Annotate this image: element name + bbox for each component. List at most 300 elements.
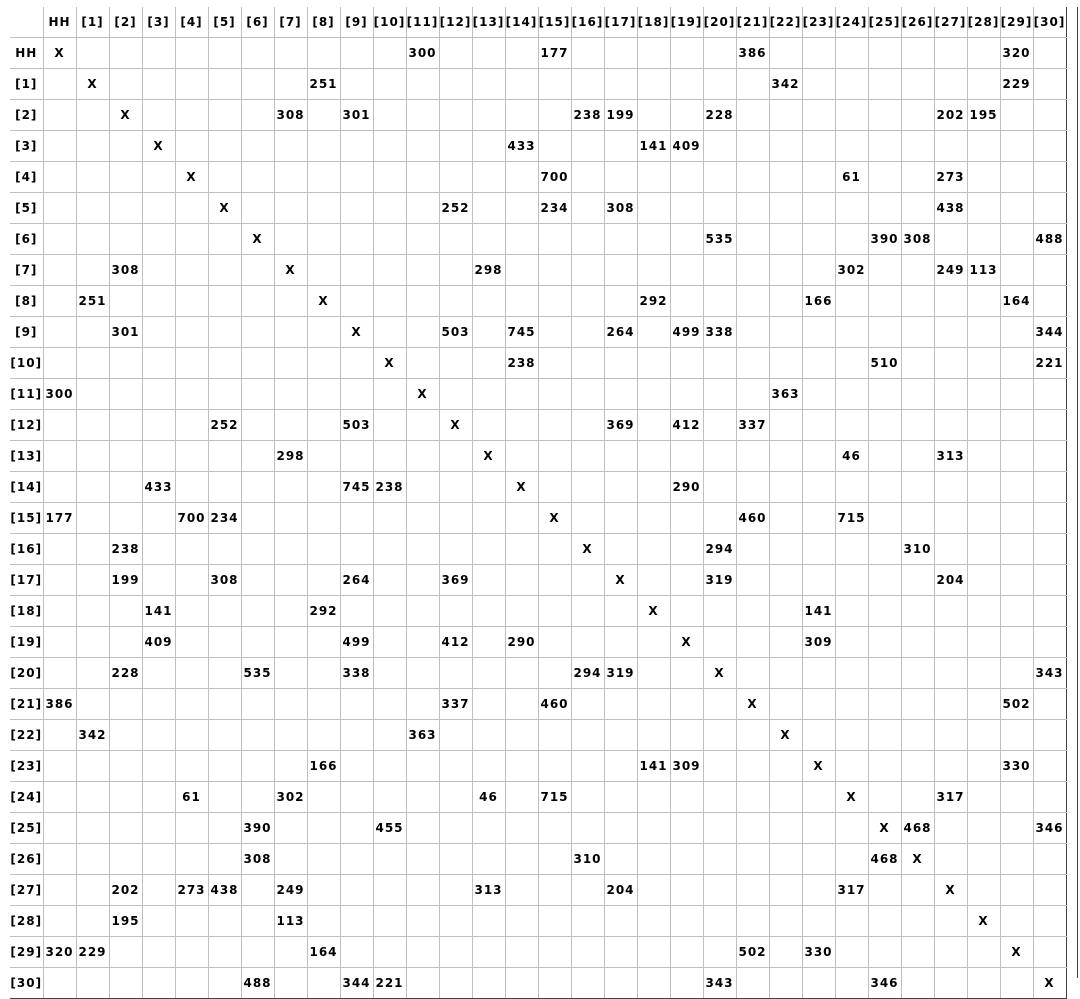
matrix-cell xyxy=(604,937,637,968)
matrix-cell xyxy=(406,627,439,658)
column-header: [16] xyxy=(571,7,604,38)
matrix-cell xyxy=(406,844,439,875)
matrix-cell xyxy=(835,317,868,348)
matrix-cell xyxy=(571,875,604,906)
matrix-cell xyxy=(901,720,934,751)
matrix-cell: 409 xyxy=(670,131,703,162)
matrix-cell: 301 xyxy=(109,317,142,348)
matrix-cell: 338 xyxy=(340,658,373,689)
matrix-cell: 369 xyxy=(604,410,637,441)
matrix-cell xyxy=(505,658,538,689)
matrix-cell xyxy=(802,441,835,472)
matrix-cell xyxy=(43,596,76,627)
column-header: [29] xyxy=(1000,7,1033,38)
matrix-cell xyxy=(901,751,934,782)
matrix-cell xyxy=(307,813,340,844)
matrix-cell xyxy=(208,596,241,627)
matrix-cell: 298 xyxy=(472,255,505,286)
matrix-cell xyxy=(43,782,76,813)
row-header: [12] xyxy=(10,410,43,441)
table-row xyxy=(10,38,1066,69)
matrix-cell xyxy=(604,379,637,410)
matrix-cell xyxy=(538,875,571,906)
matrix-cell xyxy=(241,627,274,658)
matrix-cell xyxy=(637,720,670,751)
matrix-cell xyxy=(571,131,604,162)
matrix-cell: 319 xyxy=(604,658,637,689)
matrix-cell xyxy=(307,317,340,348)
table-row xyxy=(10,100,1066,131)
matrix-cell: 195 xyxy=(967,100,1000,131)
matrix-cell: X xyxy=(604,565,637,596)
matrix-cell xyxy=(670,968,703,999)
matrix-cell xyxy=(208,224,241,255)
matrix-cell xyxy=(208,69,241,100)
column-header: [13] xyxy=(472,7,505,38)
matrix-cell xyxy=(307,627,340,658)
matrix-cell: 229 xyxy=(1000,69,1033,100)
matrix-cell: 346 xyxy=(1033,813,1066,844)
matrix-cell xyxy=(835,100,868,131)
column-header: [1] xyxy=(76,7,109,38)
matrix-cell: 488 xyxy=(1033,224,1066,255)
table-row xyxy=(10,627,1066,658)
matrix-cell xyxy=(571,689,604,720)
matrix-cell xyxy=(538,937,571,968)
matrix-cell xyxy=(241,906,274,937)
matrix-cell xyxy=(538,844,571,875)
matrix-cell: 503 xyxy=(439,317,472,348)
matrix-cell: X xyxy=(802,751,835,782)
matrix-cell: 320 xyxy=(1000,38,1033,69)
matrix-cell: 141 xyxy=(637,751,670,782)
matrix-cell xyxy=(439,379,472,410)
matrix-cell xyxy=(703,937,736,968)
matrix-cell xyxy=(274,224,307,255)
matrix-cell xyxy=(967,751,1000,782)
matrix-cell xyxy=(637,193,670,224)
matrix-cell xyxy=(604,689,637,720)
matrix-cell xyxy=(43,162,76,193)
matrix-cell: 317 xyxy=(835,875,868,906)
row-header: [3] xyxy=(10,131,43,162)
matrix-cell xyxy=(340,720,373,751)
matrix-cell xyxy=(868,565,901,596)
matrix-cell xyxy=(901,69,934,100)
matrix-cell xyxy=(538,100,571,131)
matrix-cell xyxy=(505,689,538,720)
matrix-cell xyxy=(208,844,241,875)
matrix-cell xyxy=(340,441,373,472)
matrix-cell xyxy=(1000,596,1033,627)
matrix-cell xyxy=(967,503,1000,534)
matrix-cell xyxy=(76,906,109,937)
matrix-cell xyxy=(736,875,769,906)
matrix-cell: 330 xyxy=(802,937,835,968)
matrix-cell xyxy=(274,503,307,534)
matrix-cell: 221 xyxy=(1033,348,1066,379)
matrix-cell: 300 xyxy=(43,379,76,410)
row-header: [25] xyxy=(10,813,43,844)
matrix-cell xyxy=(571,441,604,472)
matrix-cell xyxy=(934,720,967,751)
matrix-cell xyxy=(571,627,604,658)
matrix-cell xyxy=(142,968,175,999)
matrix-cell xyxy=(406,658,439,689)
matrix-cell xyxy=(472,751,505,782)
matrix-cell xyxy=(406,534,439,565)
table-row xyxy=(10,317,1066,348)
column-header: [2] xyxy=(109,7,142,38)
matrix-cell xyxy=(604,38,637,69)
matrix-cell xyxy=(142,503,175,534)
matrix-cell xyxy=(901,782,934,813)
matrix-cell xyxy=(637,813,670,844)
matrix-cell xyxy=(604,534,637,565)
matrix-cell xyxy=(769,968,802,999)
row-header: [8] xyxy=(10,286,43,317)
matrix-cell xyxy=(472,689,505,720)
matrix-cell xyxy=(769,224,802,255)
matrix-cell xyxy=(901,968,934,999)
matrix-cell xyxy=(208,906,241,937)
matrix-cell xyxy=(373,906,406,937)
matrix-cell xyxy=(802,472,835,503)
matrix-cell xyxy=(736,348,769,379)
matrix-cell xyxy=(208,162,241,193)
matrix-cell xyxy=(703,906,736,937)
matrix-cell: X xyxy=(769,720,802,751)
matrix-cell: 412 xyxy=(439,627,472,658)
table-row xyxy=(10,441,1066,472)
matrix-cell xyxy=(604,720,637,751)
matrix-cell xyxy=(637,627,670,658)
matrix-cell xyxy=(1033,937,1066,968)
matrix-cell xyxy=(835,813,868,844)
matrix-cell xyxy=(802,782,835,813)
matrix-cell xyxy=(637,379,670,410)
matrix-cell: 342 xyxy=(769,69,802,100)
matrix-cell xyxy=(109,162,142,193)
matrix-cell: 390 xyxy=(868,224,901,255)
matrix-cell: X xyxy=(340,317,373,348)
matrix-cell xyxy=(274,286,307,317)
matrix-cell xyxy=(1033,534,1066,565)
matrix-cell xyxy=(109,720,142,751)
matrix-cell: 229 xyxy=(76,937,109,968)
matrix-cell xyxy=(340,131,373,162)
matrix-cell xyxy=(571,69,604,100)
matrix-cell: 320 xyxy=(43,937,76,968)
matrix-cell xyxy=(967,968,1000,999)
matrix-cell xyxy=(142,751,175,782)
matrix-cell xyxy=(307,193,340,224)
matrix-cell xyxy=(868,379,901,410)
matrix-cell xyxy=(142,813,175,844)
matrix-cell: 177 xyxy=(538,38,571,69)
matrix-cell xyxy=(1033,875,1066,906)
matrix-cell xyxy=(637,689,670,720)
table-row xyxy=(10,751,1066,782)
matrix-cell xyxy=(208,317,241,348)
matrix-cell xyxy=(670,844,703,875)
table-row xyxy=(10,596,1066,627)
matrix-cell xyxy=(472,658,505,689)
matrix-cell xyxy=(241,410,274,441)
matrix-cell xyxy=(538,224,571,255)
matrix-cell xyxy=(835,348,868,379)
table-row xyxy=(10,689,1066,720)
matrix-cell xyxy=(835,844,868,875)
matrix-cell xyxy=(76,224,109,255)
matrix-cell: X xyxy=(835,782,868,813)
matrix-cell xyxy=(901,875,934,906)
matrix-cell xyxy=(439,875,472,906)
matrix-cell: X xyxy=(208,193,241,224)
matrix-cell xyxy=(736,906,769,937)
matrix-cell xyxy=(505,875,538,906)
column-header: [22] xyxy=(769,7,802,38)
matrix-cell xyxy=(472,410,505,441)
matrix-cell xyxy=(604,906,637,937)
matrix-cell xyxy=(406,69,439,100)
matrix-cell xyxy=(505,596,538,627)
matrix-cell xyxy=(769,906,802,937)
matrix-cell xyxy=(901,38,934,69)
matrix-cell xyxy=(703,596,736,627)
matrix-cell xyxy=(1033,193,1066,224)
matrix-cell xyxy=(439,69,472,100)
matrix-cell xyxy=(637,69,670,100)
matrix-cell xyxy=(406,751,439,782)
matrix-cell xyxy=(571,782,604,813)
matrix-cell xyxy=(637,937,670,968)
matrix-cell xyxy=(307,472,340,503)
matrix-cell xyxy=(703,410,736,441)
matrix-cell xyxy=(76,317,109,348)
matrix-cell xyxy=(769,782,802,813)
matrix-cell xyxy=(340,782,373,813)
matrix-cell xyxy=(703,348,736,379)
matrix-cell xyxy=(373,193,406,224)
matrix-cell xyxy=(142,286,175,317)
matrix-cell: 164 xyxy=(1000,286,1033,317)
matrix-cell xyxy=(637,968,670,999)
matrix-cell: 310 xyxy=(571,844,604,875)
matrix-cell: 166 xyxy=(802,286,835,317)
matrix-cell xyxy=(670,224,703,255)
matrix-cell xyxy=(406,317,439,348)
matrix-cell xyxy=(472,565,505,596)
matrix-cell xyxy=(835,193,868,224)
matrix-cell: 313 xyxy=(472,875,505,906)
matrix-cell xyxy=(439,782,472,813)
matrix-cell xyxy=(307,131,340,162)
matrix-cell xyxy=(835,968,868,999)
matrix-cell xyxy=(439,813,472,844)
matrix-cell xyxy=(43,441,76,472)
matrix-cell xyxy=(637,38,670,69)
matrix-cell xyxy=(439,720,472,751)
matrix-cell xyxy=(505,410,538,441)
matrix-cell xyxy=(340,193,373,224)
matrix-cell xyxy=(802,658,835,689)
matrix-cell xyxy=(604,286,637,317)
matrix-cell: 228 xyxy=(703,100,736,131)
matrix-cell xyxy=(967,286,1000,317)
matrix-cell xyxy=(142,565,175,596)
matrix-cell xyxy=(868,658,901,689)
matrix-cell: 309 xyxy=(670,751,703,782)
matrix-cell: 745 xyxy=(505,317,538,348)
matrix-cell xyxy=(538,255,571,286)
matrix-cell xyxy=(505,813,538,844)
table-row xyxy=(10,348,1066,379)
matrix-cell xyxy=(406,596,439,627)
matrix-cell: 337 xyxy=(439,689,472,720)
matrix-cell xyxy=(241,162,274,193)
matrix-cell xyxy=(1033,286,1066,317)
matrix-cell: X xyxy=(571,534,604,565)
matrix-cell xyxy=(505,782,538,813)
matrix-cell xyxy=(934,410,967,441)
matrix-cell xyxy=(901,658,934,689)
matrix-cell xyxy=(736,782,769,813)
matrix-cell xyxy=(868,534,901,565)
matrix-cell xyxy=(241,875,274,906)
matrix-cell xyxy=(439,348,472,379)
matrix-cell xyxy=(670,38,703,69)
matrix-cell xyxy=(868,441,901,472)
matrix-cell xyxy=(571,193,604,224)
row-header: [21] xyxy=(10,689,43,720)
matrix-cell xyxy=(736,813,769,844)
matrix-cell xyxy=(769,813,802,844)
matrix-cell xyxy=(934,751,967,782)
matrix-cell: 195 xyxy=(109,906,142,937)
matrix-cell xyxy=(307,844,340,875)
matrix-cell xyxy=(1000,782,1033,813)
matrix-cell xyxy=(505,286,538,317)
matrix-cell: 363 xyxy=(406,720,439,751)
matrix-cell xyxy=(406,131,439,162)
matrix-cell xyxy=(670,813,703,844)
matrix-cell: X xyxy=(109,100,142,131)
matrix-cell: X xyxy=(472,441,505,472)
matrix-cell xyxy=(769,193,802,224)
matrix-cell xyxy=(703,286,736,317)
matrix-cell xyxy=(406,193,439,224)
matrix-cell xyxy=(307,441,340,472)
matrix-cell xyxy=(340,906,373,937)
table-row xyxy=(10,875,1066,906)
matrix-cell xyxy=(571,255,604,286)
matrix-cell xyxy=(703,503,736,534)
matrix-cell xyxy=(637,658,670,689)
matrix-cell: 252 xyxy=(439,193,472,224)
matrix-cell: 343 xyxy=(703,968,736,999)
matrix-cell xyxy=(241,751,274,782)
matrix-cell xyxy=(637,534,670,565)
table-row xyxy=(10,193,1066,224)
matrix-cell xyxy=(538,813,571,844)
matrix-cell: 700 xyxy=(538,162,571,193)
matrix-cell xyxy=(274,162,307,193)
matrix-cell xyxy=(373,255,406,286)
matrix-cell xyxy=(769,472,802,503)
matrix-cell xyxy=(43,472,76,503)
matrix-cell xyxy=(439,751,472,782)
matrix-cell xyxy=(802,38,835,69)
matrix-cell xyxy=(901,162,934,193)
matrix-cell xyxy=(505,937,538,968)
matrix-cell xyxy=(670,441,703,472)
matrix-cell xyxy=(76,379,109,410)
table-row xyxy=(10,565,1066,596)
matrix-cell: 319 xyxy=(703,565,736,596)
matrix-cell xyxy=(703,38,736,69)
matrix-cell xyxy=(472,937,505,968)
matrix-cell xyxy=(736,441,769,472)
matrix-cell xyxy=(109,782,142,813)
matrix-cell xyxy=(175,906,208,937)
matrix-cell xyxy=(769,255,802,286)
matrix-cell xyxy=(538,565,571,596)
matrix-cell: 199 xyxy=(109,565,142,596)
matrix-cell xyxy=(340,162,373,193)
matrix-cell xyxy=(604,596,637,627)
matrix-cell xyxy=(1000,472,1033,503)
matrix-cell xyxy=(868,162,901,193)
matrix-cell xyxy=(703,813,736,844)
matrix-cell xyxy=(505,565,538,596)
matrix-cell xyxy=(175,38,208,69)
matrix-cell: 264 xyxy=(340,565,373,596)
matrix-cell: 313 xyxy=(934,441,967,472)
matrix-cell xyxy=(406,410,439,441)
matrix-cell: 294 xyxy=(703,534,736,565)
matrix-cell xyxy=(439,255,472,286)
matrix-cell xyxy=(307,906,340,937)
matrix-cell xyxy=(670,689,703,720)
matrix-cell xyxy=(109,844,142,875)
matrix-cell xyxy=(1033,131,1066,162)
matrix-cell xyxy=(868,472,901,503)
column-header: HH xyxy=(43,7,76,38)
matrix-cell xyxy=(1000,379,1033,410)
matrix-cell xyxy=(109,689,142,720)
matrix-cell xyxy=(175,813,208,844)
matrix-cell xyxy=(373,937,406,968)
matrix-cell xyxy=(208,100,241,131)
matrix-cell xyxy=(637,565,670,596)
matrix-cell xyxy=(241,782,274,813)
matrix-cell xyxy=(340,38,373,69)
matrix-cell xyxy=(505,38,538,69)
matrix-cell xyxy=(934,968,967,999)
matrix-cell xyxy=(208,38,241,69)
matrix-cell xyxy=(868,410,901,441)
matrix-cell xyxy=(967,782,1000,813)
matrix-cell: 46 xyxy=(835,441,868,472)
matrix-cell xyxy=(670,720,703,751)
matrix-cell: 343 xyxy=(1033,658,1066,689)
matrix-cell xyxy=(307,689,340,720)
matrix-cell xyxy=(142,906,175,937)
column-header: [12] xyxy=(439,7,472,38)
matrix-cell xyxy=(142,348,175,379)
matrix-cell xyxy=(934,658,967,689)
